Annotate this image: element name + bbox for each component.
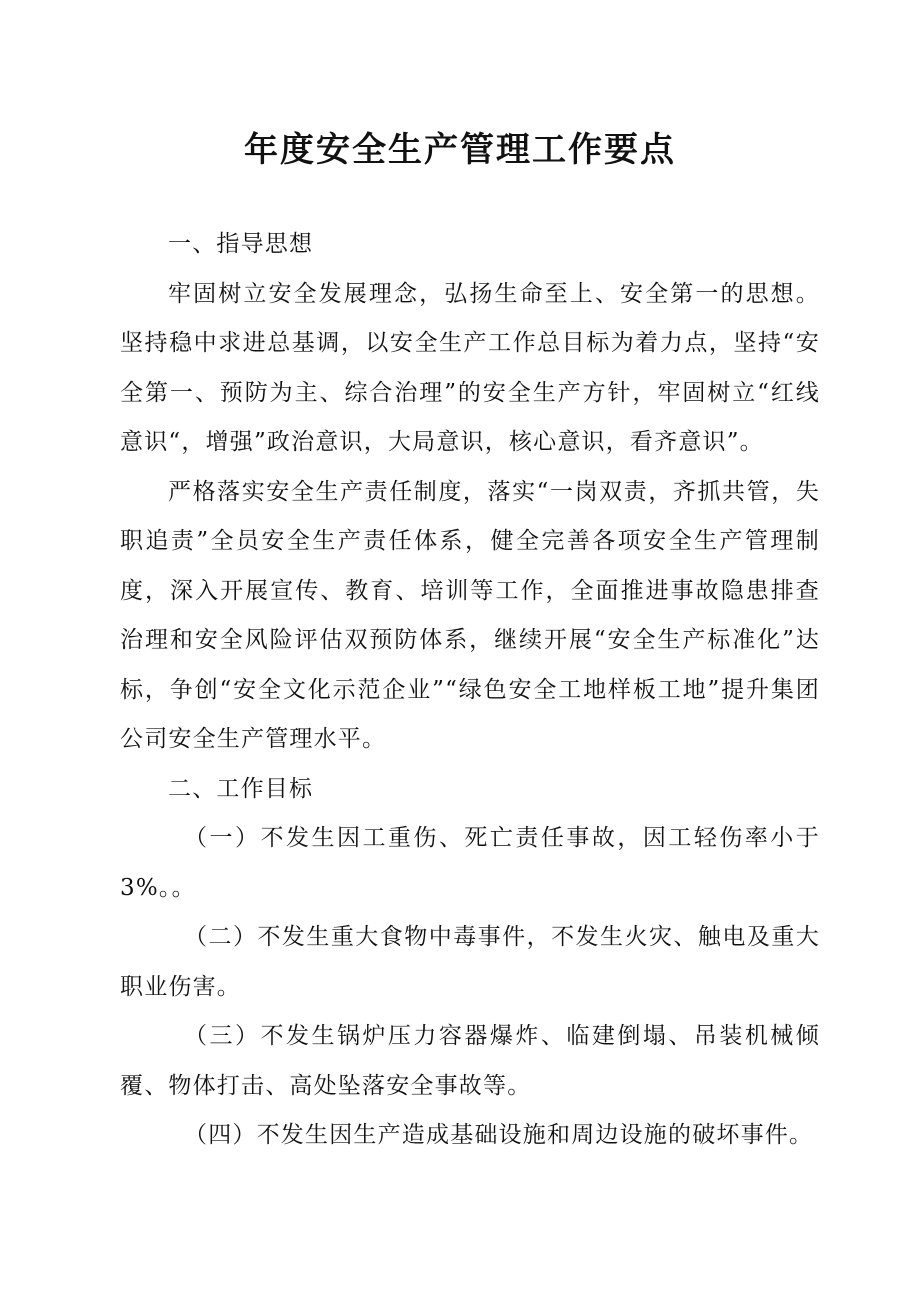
document-body (120, 220, 820, 1161)
goal-item-4: （四）不发生因生产造成基础设施和周边设施的破坏事件。 (184, 1122, 814, 1148)
document-title: 年度安全生产管理工作要点 (244, 130, 676, 170)
goal-item-3: （三）不发生锅炉压力容器爆炸、临建倒塌、吊装机械倾覆、物体打击、高处坠落安全事故等。 (120, 1023, 820, 1099)
paragraph-guiding-ideology-1: 牢固树立安全发展理念，弘扬生命至上、安全第一的思想。坚持稳中求进总基调，以安全生产工作总目标为着力点，坚持“安全第一、预防为主、综合治理”的安全生产方针，牢固树立“红线意识“，增强”政治意识，大局意识，核心意识，看齐意识”。 (120, 280, 820, 455)
section-heading-guiding-ideology: 一、指导思想 (168, 231, 314, 257)
paragraph-guiding-ideology-2: 严格落实安全生产责任制度，落实“一岗双责，齐抓共管，失职追责”全员安全生产责任体系，健全完善各项安全生产管理制度，深入开展宣传、教育、培训等工作，全面推进事故隐患排查治理和安全风险评估双预防体系，继续开展“安全生产标准化”达标，争创“安全文化示范企业”“绿色安全工地样板工地”提升集团公司安全生产管理水平。 (120, 478, 820, 752)
section-heading-work-goals: 二、工作目标 (168, 775, 314, 802)
goal-item-2: （二）不发生重大食物中毒事件，不发生火灾、触电及重大职业伤害。 (120, 924, 820, 1000)
goal-item-1: （一）不发生因工重伤、死亡责任事故，因工轻伤率小于3%。。 (120, 825, 820, 901)
